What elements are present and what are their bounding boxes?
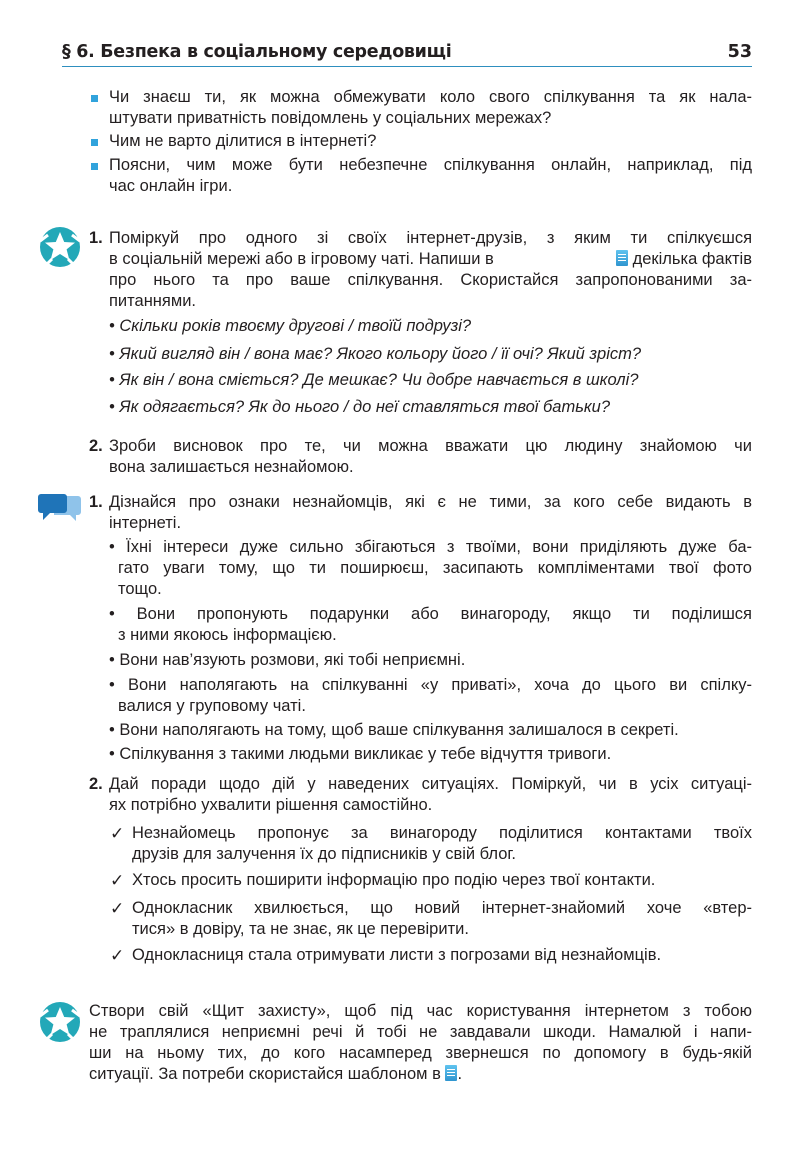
task-number: 1. bbox=[89, 229, 103, 247]
task-text: ши на ньому тих, до кого насамперед звернешся по допомогу в будь-якій bbox=[89, 1044, 752, 1062]
question-item: • Який вигляд він / вона має? Якого кольору його / її очі? Який зріст? bbox=[109, 345, 642, 363]
situation-item: Незнайомець пропонує за винагороду поділитися контактами твоїх bbox=[132, 824, 752, 842]
star-icon bbox=[38, 1000, 82, 1044]
page-header bbox=[62, 40, 752, 67]
section-title: § 6. Безпека в соціальному середовищі bbox=[62, 42, 452, 62]
sign-item: • Спілкування з такими людьми викликає у тебе відчуття тривоги. bbox=[109, 745, 612, 763]
question-line: час онлайн ігри. bbox=[109, 177, 233, 195]
situation-item: Однокласниця стала отримувати листи з погрозами від незнайомців. bbox=[132, 946, 662, 964]
chat-icon bbox=[38, 492, 82, 528]
task-text-with-icon: ситуації. За потреби скористайся шаблоном в . bbox=[89, 1065, 463, 1083]
sign-item: • Вони нав’язують розмови, які тобі неприємні. bbox=[109, 651, 466, 669]
situation-item: Однокласник хвилюється, що новий інтернет-знайомий хоче «втер- bbox=[132, 899, 752, 917]
task-text: ях потрібно ухвалити рішення самостійно. bbox=[109, 796, 433, 814]
task-number: 1. bbox=[89, 493, 103, 511]
question-line: Поясни, чим може бути небезпечне спілкування онлайн, наприклад, під bbox=[109, 156, 752, 174]
check-icon: ✓ bbox=[110, 946, 125, 965]
situation-item: тися» в довіру, та не знає, як це перевірити. bbox=[132, 920, 469, 938]
situation-item: Хтось просить поширити інформацію про подію через твої контакти. bbox=[132, 871, 656, 889]
task-text: Зроби висновок про те, чи можна вважати цю людину знайомою чи bbox=[109, 437, 752, 455]
question-line: Чим не варто ділитися в інтернеті? bbox=[109, 132, 377, 150]
check-icon: ✓ bbox=[110, 824, 125, 843]
task-text: питаннями. bbox=[109, 292, 197, 310]
sign-item: • Їхні інтереси дуже сильно збігаються з твоїми, вони приділяють дуже ба- bbox=[109, 538, 752, 556]
situation-item: друзів для залучення їх до підписників у свій блог. bbox=[132, 845, 516, 863]
task-text-with-icon bbox=[109, 249, 752, 270]
task-text: Створи свій «Щит захисту», щоб під час користування інтернетом з тобою bbox=[89, 1002, 752, 1020]
task-number: 2. bbox=[89, 775, 103, 793]
task-text: не траплялися неприємні речі й тобі не завдавали шкоди. Намалюй і напи- bbox=[89, 1023, 752, 1041]
book-icon[interactable] bbox=[445, 1065, 457, 1081]
task-text: інтернеті. bbox=[109, 514, 182, 532]
check-icon: ✓ bbox=[110, 871, 125, 890]
sign-item: тощо. bbox=[118, 580, 162, 598]
check-icon: ✓ bbox=[110, 899, 125, 918]
task-text-part: декілька фактів bbox=[616, 249, 752, 270]
task-text-part: в соціальній мережі або в ігровому чаті. Напиши в bbox=[109, 250, 494, 268]
sign-item: • Вони наполягають на тому, щоб ваше спілкування залишалося в секреті. bbox=[109, 721, 679, 739]
sign-item: гато уваги тому, що ти поширюєш, засипають компліментами твої фото bbox=[118, 559, 752, 577]
star-icon bbox=[38, 225, 82, 269]
question-item: • Скільки років твоєму другові / твоїй подрузі? bbox=[109, 317, 472, 335]
question-line: Чи знаєш ти, як можна обмежувати коло свого спілкування та як нала- bbox=[109, 88, 752, 106]
sign-item: з ними якоюсь інформацією. bbox=[118, 626, 337, 644]
sign-item: валися у груповому чаті. bbox=[118, 697, 306, 715]
task-text: Дай поради щодо дій у наведених ситуаціях. Поміркуй, чи в усіх ситуаці- bbox=[109, 775, 752, 793]
book-icon[interactable] bbox=[616, 250, 628, 266]
question-line: штувати приватність повідомлень у соціальних мережах? bbox=[109, 109, 552, 127]
bullet-square bbox=[91, 95, 98, 102]
task-text: вона залишається незнайомою. bbox=[109, 458, 354, 476]
question-item: • Як одягається? Як до нього / до неї ставляться твої батьки? bbox=[109, 398, 611, 416]
task-number: 2. bbox=[89, 437, 103, 455]
task-text: Поміркуй про одного зі своїх інтернет-друзів, з яким ти спілкуєшся bbox=[109, 229, 752, 247]
task-text: про нього та про ваше спілкування. Скористайся запропонованими за- bbox=[109, 271, 752, 289]
sign-item: • Вони пропонують подарунки або винагороду, якщо ти поділишся bbox=[109, 605, 752, 623]
sign-item: • Вони наполягають на спілкуванні «у приваті», хоча до цього ви спілку- bbox=[109, 676, 752, 694]
question-item: • Як він / вона сміється? Де мешкає? Чи добре навчається в школі? bbox=[109, 371, 639, 389]
bullet-square bbox=[91, 139, 98, 146]
page-number: 53 bbox=[727, 42, 752, 62]
bullet-square bbox=[91, 163, 98, 170]
task-text: Дізнайся про ознаки незнайомців, які є не тими, за кого себе видають в bbox=[109, 493, 752, 511]
